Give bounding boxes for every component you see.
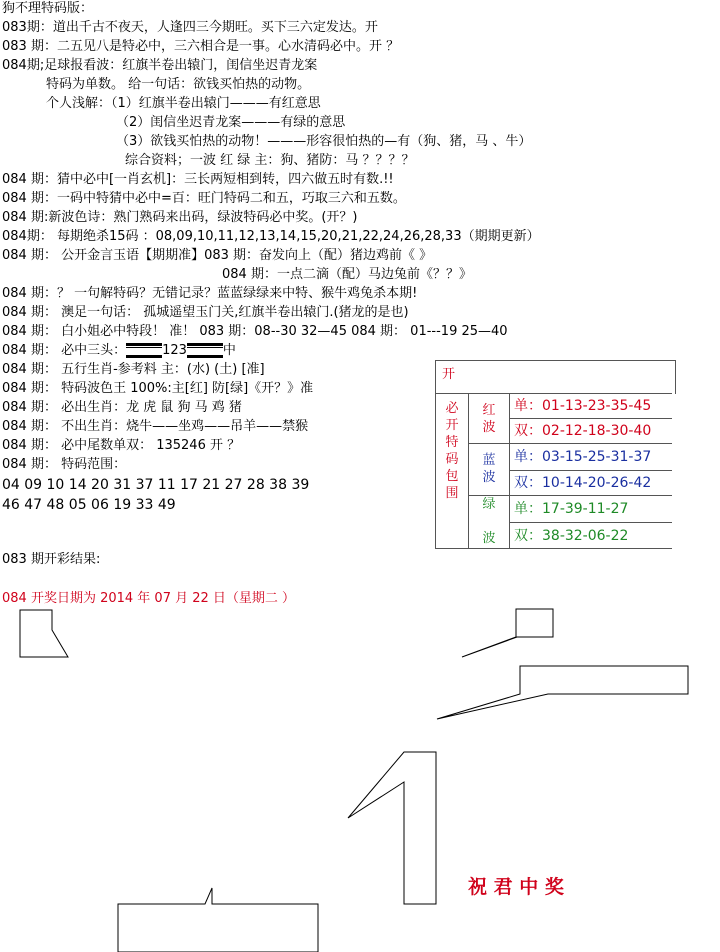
line-5: 个人浅解：（1）红旗半卷出辕门———有红意思	[46, 96, 321, 111]
callout-shape-2	[462, 609, 553, 657]
group-green-name: 绿 波	[469, 495, 510, 549]
callout-shape-3	[437, 666, 688, 719]
line-7: （3）欲钱买怕热的动物！———形容很怕热的—有（狗、猪，马 、牛）	[116, 134, 532, 149]
line-8: 综合资料；一波 红 绿 主：狗、猪防：马 ？？？？	[125, 153, 415, 168]
line-15: 084 期：？ 一句解特码？无错记录？蓝蓝绿绿来中特、猴牛鸡兔杀本期!	[2, 286, 418, 301]
callout-shape-4	[348, 752, 436, 904]
line-10: 084 期：一码中特猜中必中=百：旺门特码二和五，巧取三六和五数。	[2, 191, 406, 206]
line-14: 084 期：一点二滴（配）马边兔前《？？》	[222, 267, 472, 282]
blue-single-row: 单：03-15-25-31-37	[510, 444, 673, 471]
green-single-row: 单：17-39-11-27	[510, 495, 673, 523]
blessing-text: 祝 君 中 奖	[468, 876, 564, 898]
group-red-name: 红 波	[469, 394, 510, 444]
callout-shape-1	[20, 610, 68, 657]
group-blue-name: 蓝 波	[469, 444, 510, 496]
line-16: 084 期： 澳足一句话： 孤城遥望玉门关,红旗半卷出辕门.(猪龙的是也)	[2, 305, 409, 320]
line-17: 084 期： 白小姐必中特段！ 准！ 083 期：08--30 32—45 084 期： 01---19 25—40	[2, 324, 508, 339]
box-left-label: 必 开 特 码 包 围	[436, 394, 469, 549]
callout-shape-5	[118, 888, 318, 952]
line-19: 084 期： 特码波色王 100%:主[红] 防[绿]《开？》准	[2, 381, 314, 396]
line-11: 084 期:新波色诗：熟门熟码来出码，绿波特码必中奖。(开？)	[2, 210, 358, 225]
line-21: 084 期： 不出生肖：烧牛——坐鸡——吊羊——禁猴	[2, 419, 309, 434]
green-double-row: 双：38-32-06-22	[510, 523, 673, 549]
line-20: 084 期： 必出生肖：龙 虎 鼠 狗 马 鸡 猪	[2, 400, 242, 415]
line-4: 特码为单数。 给一句话：欲钱买怕热的动物。	[46, 77, 311, 92]
range-row-2: 46 47 48 05 06 19 33 49	[2, 497, 176, 513]
line-18: 084 期： 五行生肖-参考料 主：(水) (土) [准]	[2, 362, 265, 377]
line-2: 083 期：二五见八是特必中，三六相合是一事。心水清码必中。开 ？	[2, 39, 400, 54]
line-13: 084 期： 公开金言玉语【期期准】083 期：奋发向上（配）猪边鸡前《 》	[2, 248, 433, 263]
santou-prefix: 084 期： 必中三头：	[2, 343, 127, 358]
red-double-row: 双：02-12-18-30-40	[510, 419, 673, 444]
blue-double-row: 双：10-14-20-26-42	[510, 470, 673, 495]
line-1: 083期：道出千古不夜天，人逢四三今期旺。买下三六定发达。开	[2, 20, 378, 35]
bar-icon	[126, 343, 162, 358]
box-top	[435, 360, 676, 394]
line-6: （2）闺信坐迟青龙案———有绿的意思	[116, 115, 346, 130]
line-12: 084期： 每期绝杀15码 ：08,09,10,11,12,13,14,15,20,21,22,24,26,28,33（期期更新）	[2, 229, 540, 244]
santou-suffix: 中	[222, 343, 236, 358]
draw-date: 084 开奖日期为 2014 年 07 月 22 日（星期二 ）	[2, 591, 296, 606]
page-title: 狗不理特码版：	[2, 1, 94, 16]
bar-icon	[187, 343, 223, 358]
color-wave-table	[435, 393, 672, 549]
santou-middle: 123	[162, 343, 187, 358]
red-single-row: 单：01-13-23-35-45	[510, 394, 673, 419]
line-22: 084 期： 必中尾数单双： 135246 开 ？	[2, 438, 241, 453]
line-9: 084 期：猜中必中[一肖玄机]：三长两短相到转，四六做五时有数.!!	[2, 172, 394, 187]
line-3: 084期;足球报看波：红旗半卷出辕门，闺信坐迟青龙案	[2, 58, 318, 73]
box-header: 开	[442, 367, 456, 382]
line-santou	[2, 342, 236, 360]
line-23: 084 期： 特码范围：	[2, 457, 127, 472]
results-label: 083 期开彩结果:	[2, 552, 101, 567]
range-row-1: 04 09 10 14 20 31 37 11 17 21 27 28 38 39	[2, 477, 310, 493]
